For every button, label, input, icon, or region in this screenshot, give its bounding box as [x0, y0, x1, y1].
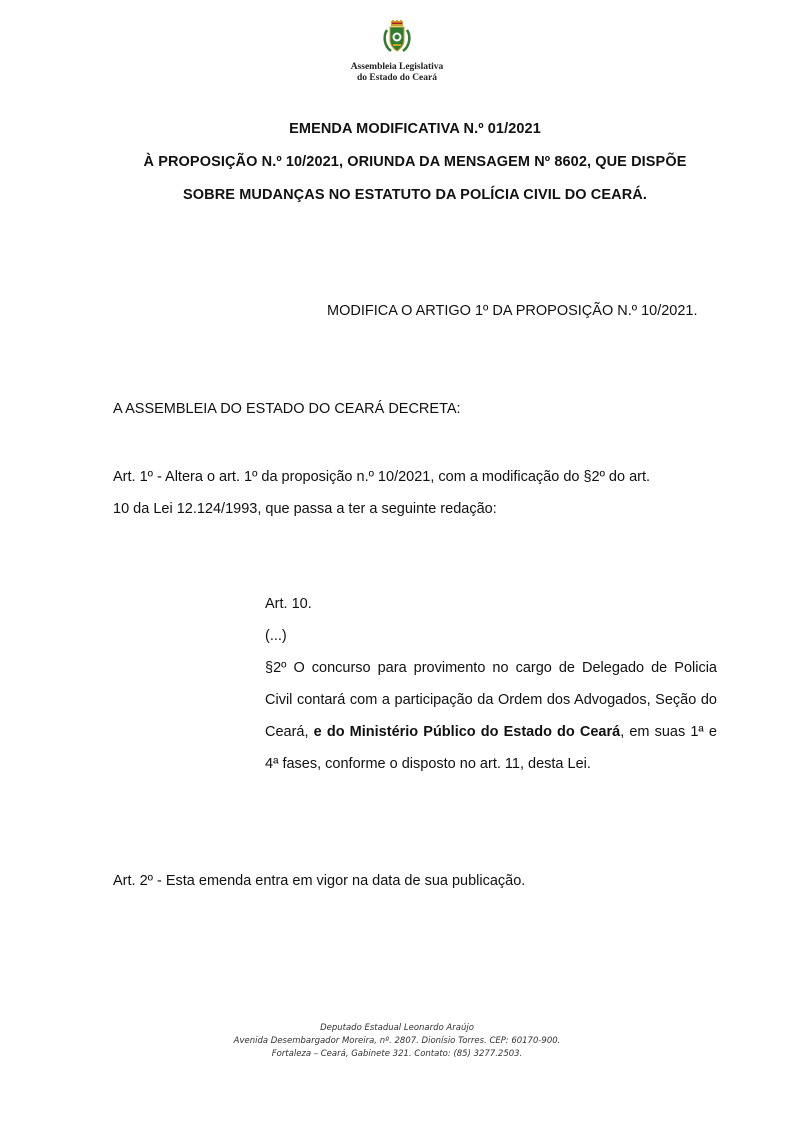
- footer-contact: [0, 1022, 794, 1061]
- quoted-ellipsis: (...): [265, 628, 287, 644]
- title-line-3: SOBRE MUDANÇAS NO ESTATUTO DA POLÍCIA CIVIL DO CEARÁ.: [183, 187, 647, 203]
- ceara-coat-of-arms-icon: [375, 20, 419, 56]
- footer-line-2: Avenida Desembargador Moreira, nº. 2807. Dionísio Torres. CEP: 60170-900.: [233, 1036, 561, 1046]
- document-title: [60, 113, 770, 212]
- decree-clause: A ASSEMBLEIA DO ESTADO DO CEARÁ DECRETA:: [113, 401, 461, 417]
- footer-line-1: Deputado Estadual Leonardo Araújo: [320, 1023, 474, 1033]
- letterhead: [0, 20, 794, 84]
- quoted-article-text: [265, 588, 717, 780]
- organization-name-line2: do Estado do Ceará: [357, 73, 437, 83]
- title-line-2: À PROPOSIÇÃO N.º 10/2021, ORIUNDA DA MENSAGEM Nº 8602, QUE DISPÕE: [143, 154, 687, 170]
- footer-line-3: Fortaleza – Ceará, Gabinete 321. Contato: (85) 3277.2503.: [271, 1049, 523, 1059]
- article-2: Art. 2º - Esta emenda entra em vigor na data de sua publicação.: [113, 873, 526, 889]
- article-1-line-1: Art. 1º - Altera o art. 1º da proposição n.º 10/2021, com a modificação do §2º do art.: [113, 469, 651, 485]
- organization-name-line1: Assembleia Legislativa: [350, 62, 444, 72]
- amendment-summary: MODIFICA O ARTIGO 1º DA PROPOSIÇÃO N.º 10/2021.: [327, 303, 698, 319]
- article-1: [113, 461, 728, 525]
- paragraph-text-part-1: §2º O concurso para provimento no cargo de Delegado de Policia Civil contará com a participação da Ordem dos Advogados, Seção do Ceará,: [265, 660, 717, 740]
- title-line-1: EMENDA MODIFICATIVA N.º 01/2021: [289, 121, 541, 137]
- quoted-article-heading: Art. 10.: [265, 596, 312, 612]
- paragraph-text-bold: e do Ministério Público do Estado do Ceará: [313, 724, 621, 740]
- paragraph-text-part-2: , em suas 1ª e 4ª fases, conforme o disposto no art. 11, desta Lei.: [265, 724, 717, 772]
- quoted-paragraph-2: [265, 652, 717, 780]
- organization-name: [0, 62, 794, 84]
- article-1-line-2: 10 da Lei 12.124/1993, que passa a ter a seguinte redação:: [113, 501, 497, 517]
